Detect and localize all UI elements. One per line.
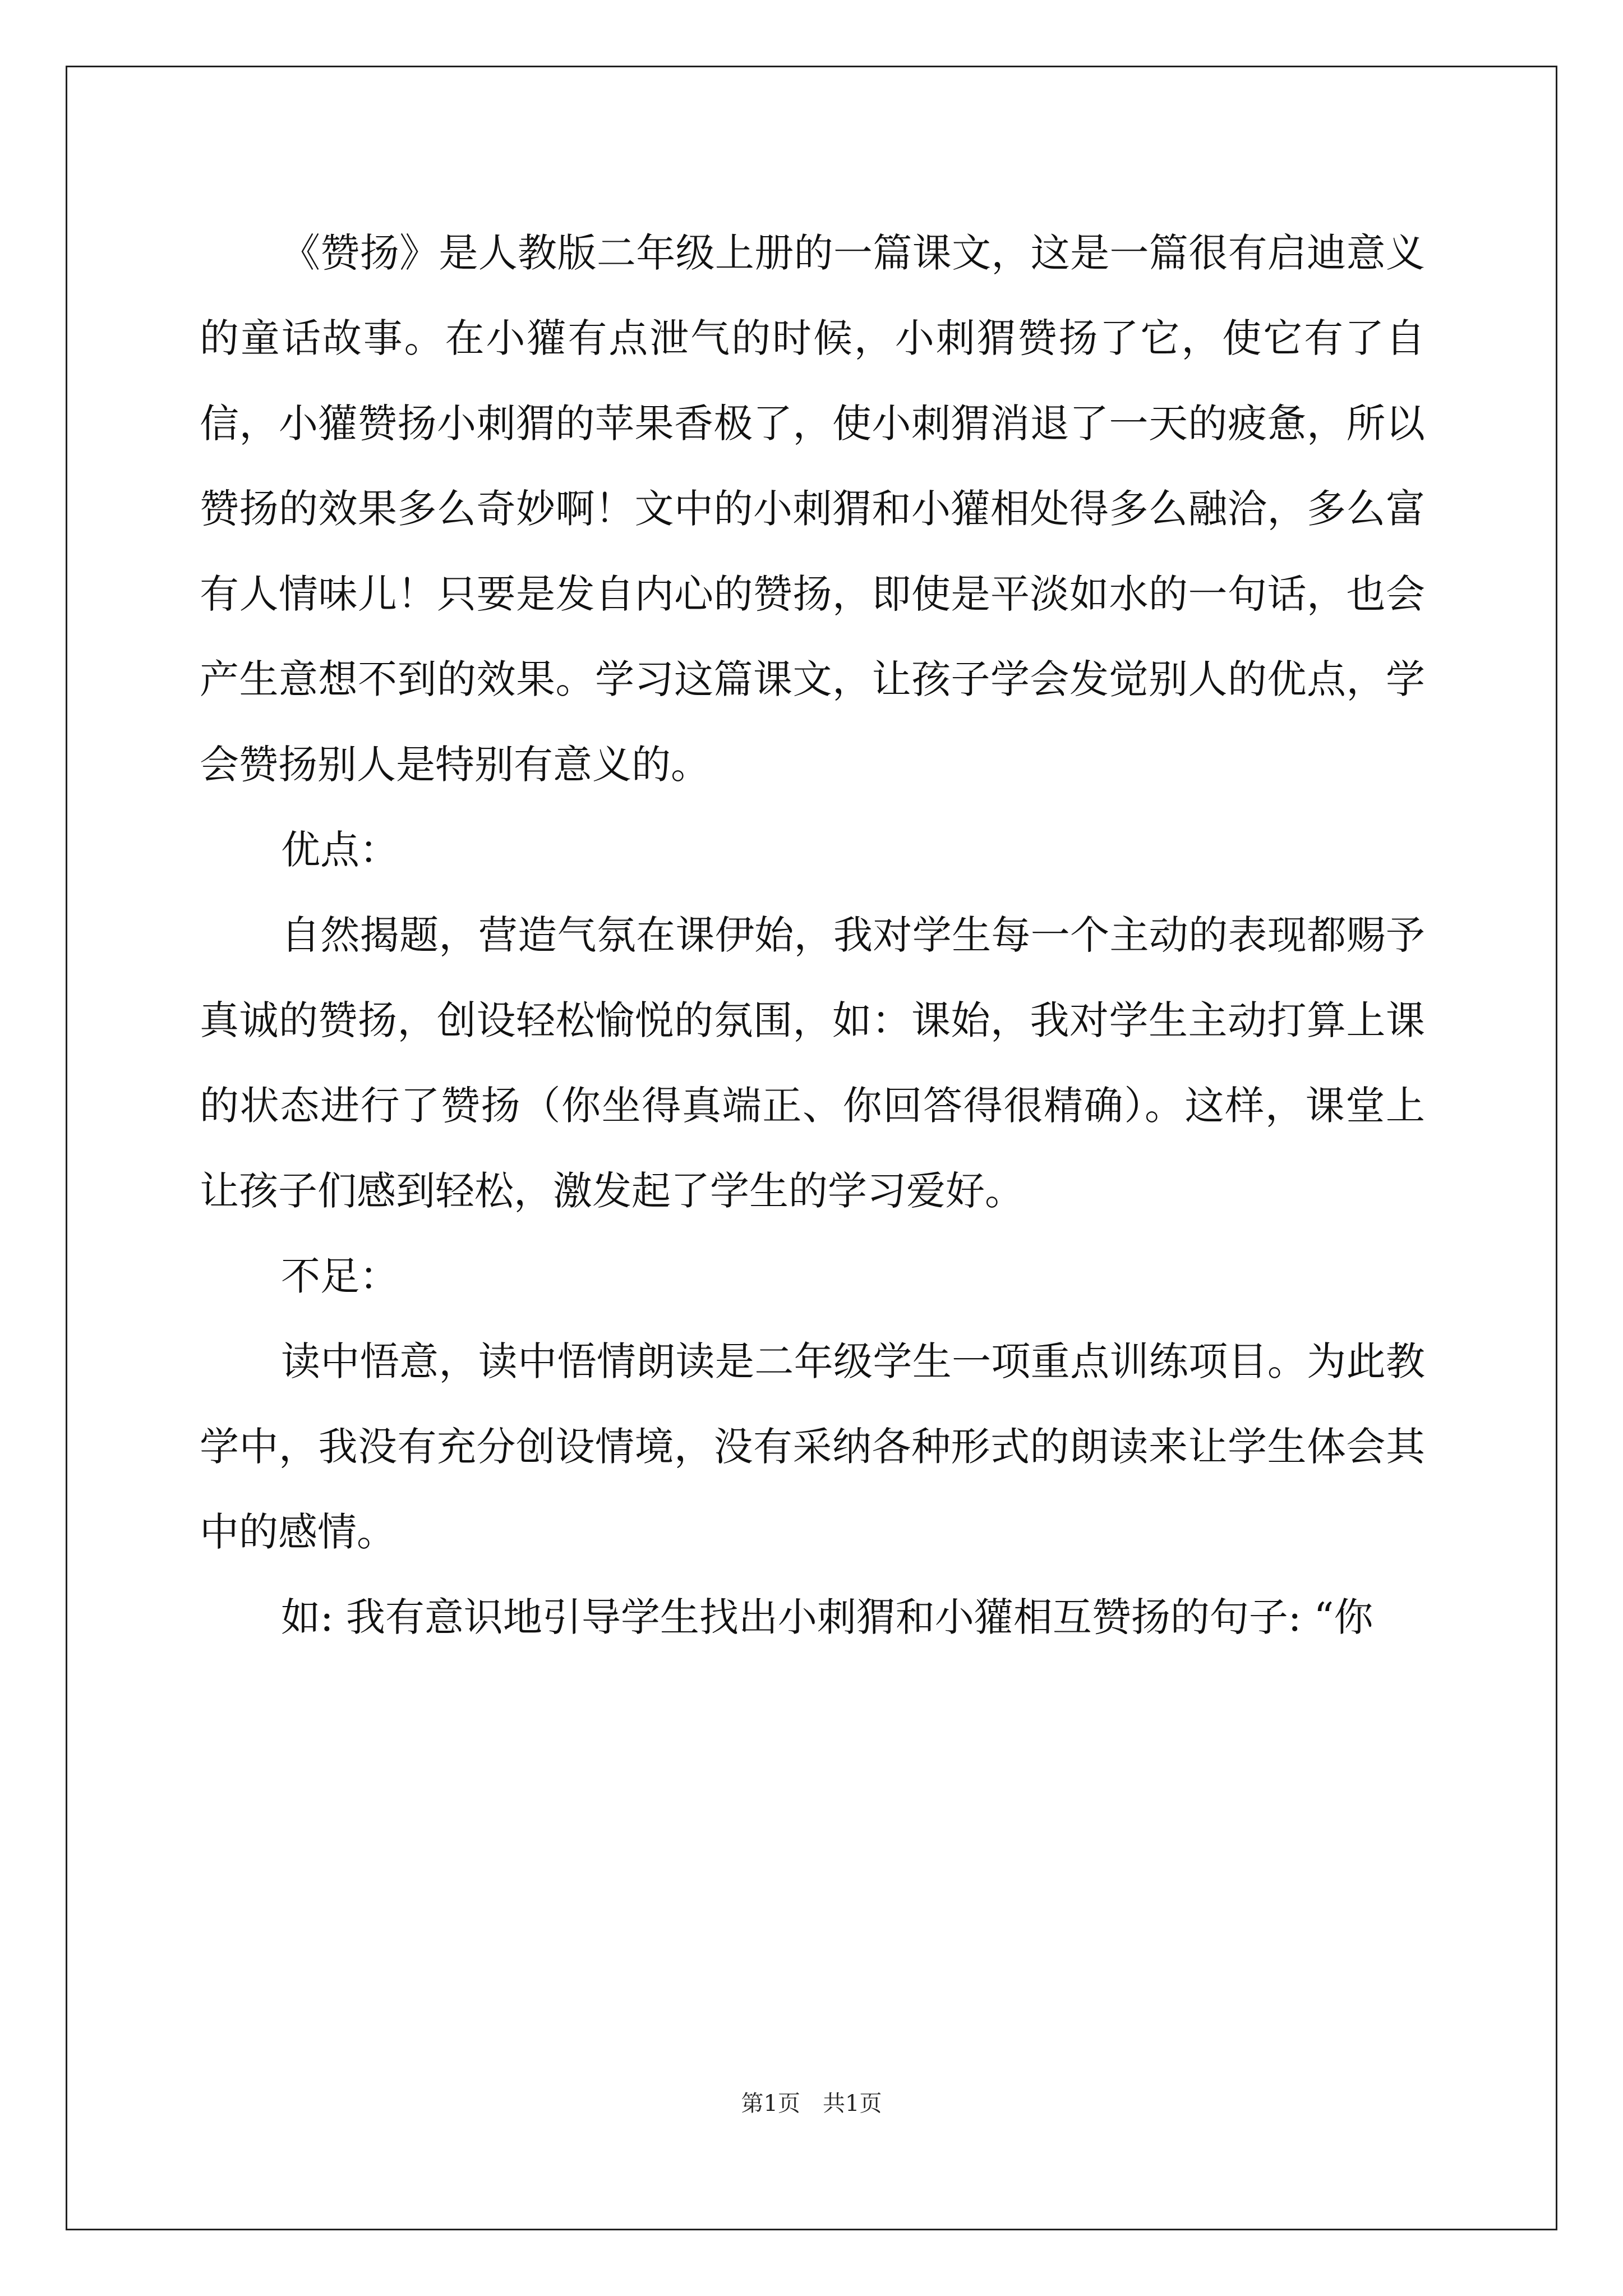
paragraph-heading-advantages: 优点： — [281, 827, 399, 873]
paragraph-advantages: 自然揭题，营造气氛在课伊始，我对学生每一个主动的表现都赐予真诚的赞扬，创设轻松愉悦的氛围，如：课始，我对学生主动打算上课的状态进行了赞扬（你坐得真端正、你回答得很精确）。这样，课堂上让孩子们感到轻松，激发起了学生的学习爱好。 — [200, 912, 1425, 1214]
paragraph-heading-shortcomings: 不足： — [281, 1253, 399, 1299]
page-footer — [0, 2087, 1623, 2120]
page-total: 共1页 — [823, 2091, 882, 2116]
paragraph-shortcomings: 读中悟意，读中悟情朗读是二年级学生一项重点训练项目。为此教学中，我没有充分创设情境，没有采纳各种形式的朗读来让学生体会其中的感情。 — [200, 1338, 1425, 1555]
paragraph-example: 如: 我有意识地引导学生找出小刺猬和小獾相互赞扬的句子: “你 — [281, 1594, 1373, 1640]
page-number: 第1页 — [741, 2091, 800, 2116]
document-body — [200, 210, 1425, 1660]
paragraph-intro: 《赞扬》是人教版二年级上册的一篇课文，这是一篇很有启迪意义的童话故事。在小獾有点泄气的时候，小刺猬赞扬了它，使它有了自信，小獾赞扬小刺猬的苹果香极了，使小刺猬消退了一天的疲惫，所以赞扬的效果多么奇妙啊！文中的小刺猬和小獾相处得多么融洽，多么富有人情味儿！只要是发自内心的赞扬，即使是平淡如水的一句话，也会产生意想不到的效果。学习这篇课文，让孩子学会发觉别人的优点，学会赞扬别人是特别有意义的。 — [200, 230, 1425, 788]
